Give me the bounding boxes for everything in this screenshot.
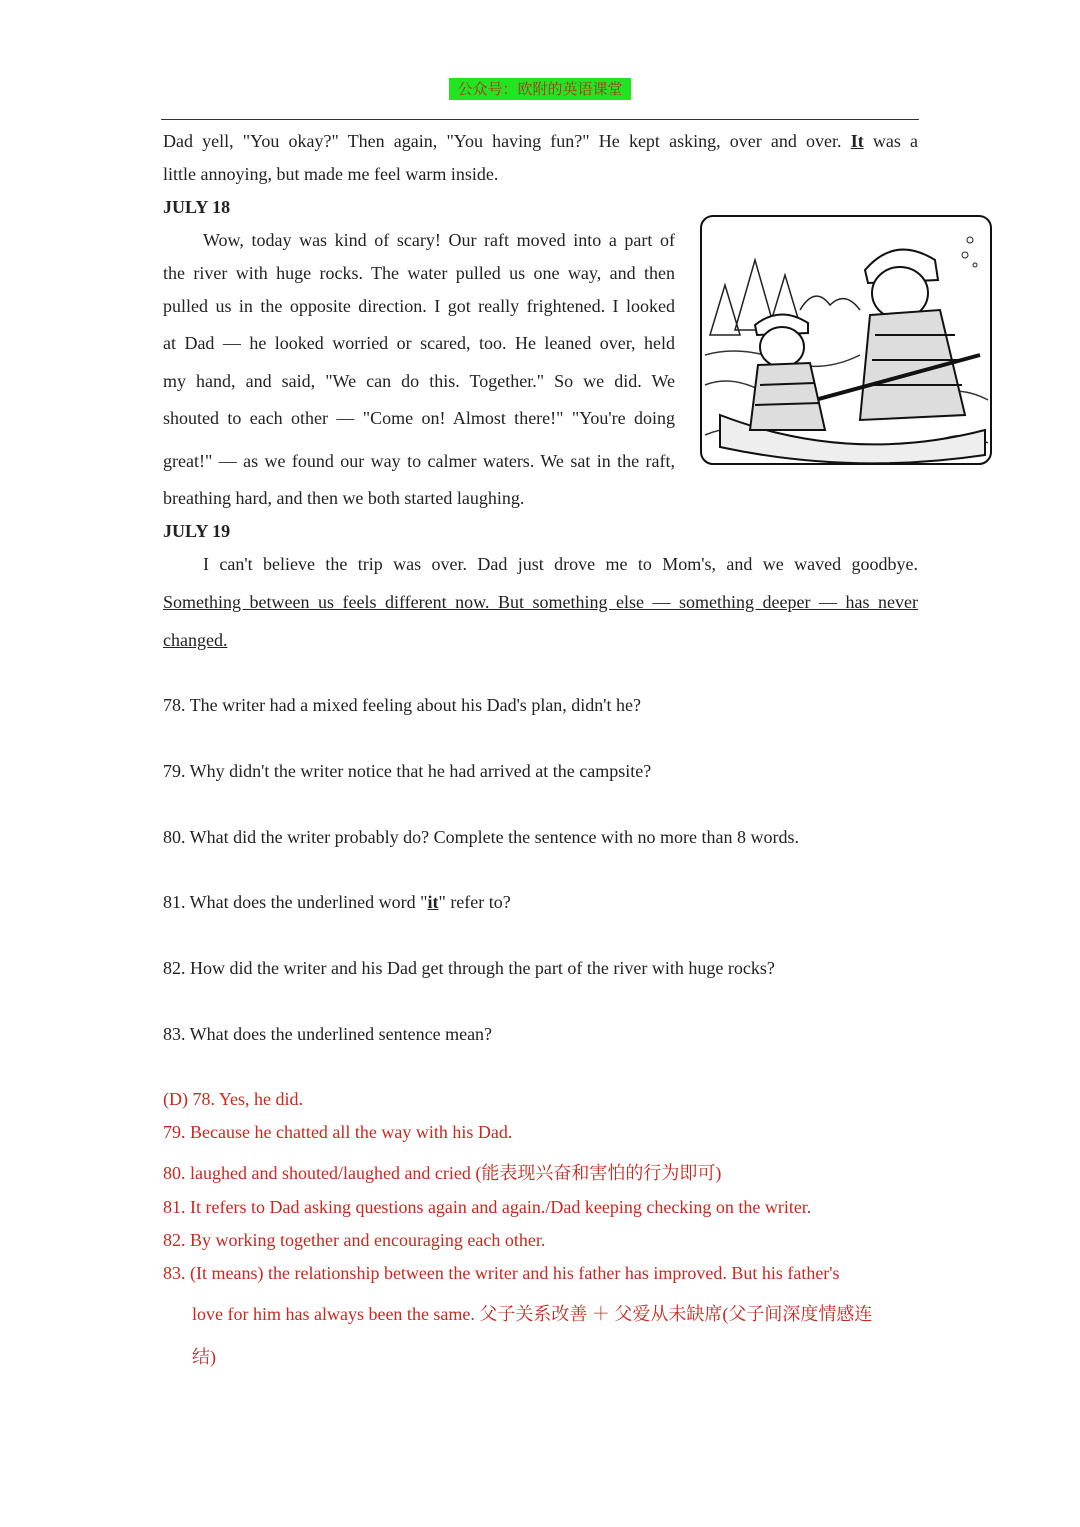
question-78: 78. The writer had a mixed feeling about his Dad's plan, didn't he? <box>163 695 642 715</box>
answer-83-line-2: love for him has always been the same. 父子关系改善 ＋ 父爱从未缺席(父子间深度情感连 <box>192 1304 873 1324</box>
july18-line: shouted to each other — "Come on! Almost there!" "You're doing <box>163 408 675 428</box>
july18-line: breathing hard, and then we both started laughing. <box>163 488 525 508</box>
heading-july-19: JULY 19 <box>163 521 231 541</box>
passage-line-1: Dad yell, "You okay?" Then again, "You having fun?" He kept asking, over and over. It was a <box>163 131 919 151</box>
july18-line: my hand, and said, "We can do this. Together." So we did. We <box>163 371 675 391</box>
answer-82: 82. By working together and encouraging each other. <box>163 1230 546 1250</box>
question-82: 82. How did the writer and his Dad get through the part of the river with huge rocks? <box>163 958 775 978</box>
july18-line: pulled us in the opposite direction. I got really frightened. I looked <box>163 296 675 316</box>
july18-line: at Dad — he looked worried or scared, too. He leaned over, held <box>163 333 675 353</box>
answer-83-line-1: 83. (It means) the relationship between the writer and his father has improved. But his father's <box>163 1263 840 1283</box>
july18-line: Wow, today was kind of scary! Our raft moved into a part of <box>203 230 675 250</box>
question-81: 81. What does the underlined word "it" refer to? <box>163 892 511 912</box>
july19-line-1: I can't believe the trip was over. Dad just drove me to Mom's, and we waved goodbye. <box>203 554 918 574</box>
heading-july-18: JULY 18 <box>163 197 231 217</box>
underlined-sentence-line-1: Something between us feels different now. But something else — something deeper — has never <box>163 592 918 612</box>
underlined-sentence-line-2: changed. <box>163 630 228 650</box>
question-83: 83. What does the underlined sentence mean? <box>163 1024 493 1044</box>
question-79: 79. Why didn't the writer notice that he had arrived at the campsite? <box>163 761 652 781</box>
july18-line: the river with huge rocks. The water pulled us one way, and then <box>163 263 675 283</box>
answer-83-line-3: 结) <box>192 1347 216 1367</box>
question-80: 80. What did the writer probably do? Complete the sentence with no more than 8 words. <box>163 827 800 847</box>
answer-79: 79. Because he chatted all the way with his Dad. <box>163 1122 513 1142</box>
underlined-word-it: It <box>850 131 864 151</box>
header-tag: 公众号：欧附的英语课堂 <box>449 78 631 100</box>
passage-line-2: little annoying, but made me feel warm inside. <box>163 164 499 184</box>
july18-line: great!" — as we found our way to calmer waters. We sat in the raft, <box>163 451 675 471</box>
underlined-word-it-ref: it <box>427 892 439 912</box>
answer-78: (D) 78. Yes, he did. <box>163 1089 304 1109</box>
answer-81: 81. It refers to Dad asking questions again and again./Dad keeping checking on the writer. <box>163 1197 812 1217</box>
answer-80: 80. laughed and shouted/laughed and cried (能表现兴奋和害怕的行为即可) <box>163 1163 722 1183</box>
header-divider <box>161 119 919 120</box>
rafting-illustration <box>700 215 992 465</box>
